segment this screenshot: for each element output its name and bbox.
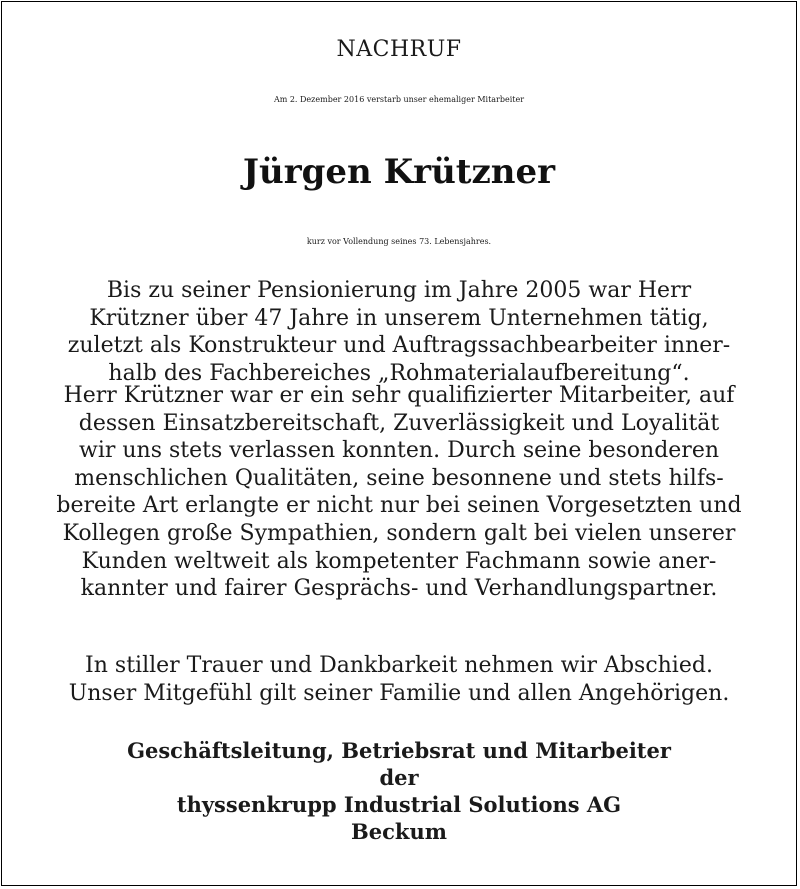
signature-block [2,737,796,845]
signature-line: Geschäftsleitung, Betriebsrat und Mitarbeiter [127,738,671,763]
paragraph-line: dessen Einsatzbereitschaft, Zuverlässigkeit und Loyalität [78,410,720,436]
obituary-notice [1,1,797,886]
paragraph-line: Kollegen große Sympathien, sondern galt bei vielen unserer [62,520,736,546]
paragraph-career [22,277,776,387]
paragraph-line: Unser Mitgefühl gilt seiner Familie und allen Angehörigen. [68,680,730,706]
paragraph-line: kannter und fairer Gesprächs- und Verhandlungspartner. [80,576,718,602]
paragraph-tribute [22,382,776,603]
paragraph-line: halb des Fachbereiches „Rohmaterialaufbereitung“. [108,360,690,386]
paragraph-line: menschlichen Qualitäten, seine besonnene und stets hilfs- [74,465,724,491]
deceased-name: Jürgen Krützner [242,152,556,192]
paragraph-line: wir uns stets verlassen konnten. Durch seine besonderen [78,438,720,464]
signature-location: Beckum [351,819,447,844]
paragraph-line: Kunden weltweit als kompetenter Fachmann sowie aner- [81,548,717,574]
paragraph-condolence [22,652,776,707]
paragraph-line: bereite Art erlangte er nicht nur bei seinen Vorgesetzten und [56,493,742,519]
paragraph-line: Krützner über 47 Jahre in unserem Unternehmen tätig, [89,305,709,331]
paragraph-line: Herr Krützner war er ein sehr qualifizierter Mitarbeiter, auf [63,383,735,408]
paragraph-line: Bis zu seiner Pensionierung im Jahre 2005 war Herr [106,278,692,303]
signature-company: thyssenkrupp Industrial Solutions AG [176,792,622,817]
intro-line: Am 2. Dezember 2016 verstarb unser ehemaliger Mitarbeiter [273,95,525,104]
notice-header: NACHRUF [336,37,462,62]
paragraph-line: In stiller Trauer und Dankbarkeit nehmen wir Abschied. [85,653,713,678]
age-line: kurz vor Vollendung seines 73. Lebensjahres. [306,237,492,246]
paragraph-line: zuletzt als Konstrukteur und Auftragssachbearbeiter inner- [67,333,731,359]
signature-line: der [379,765,419,790]
